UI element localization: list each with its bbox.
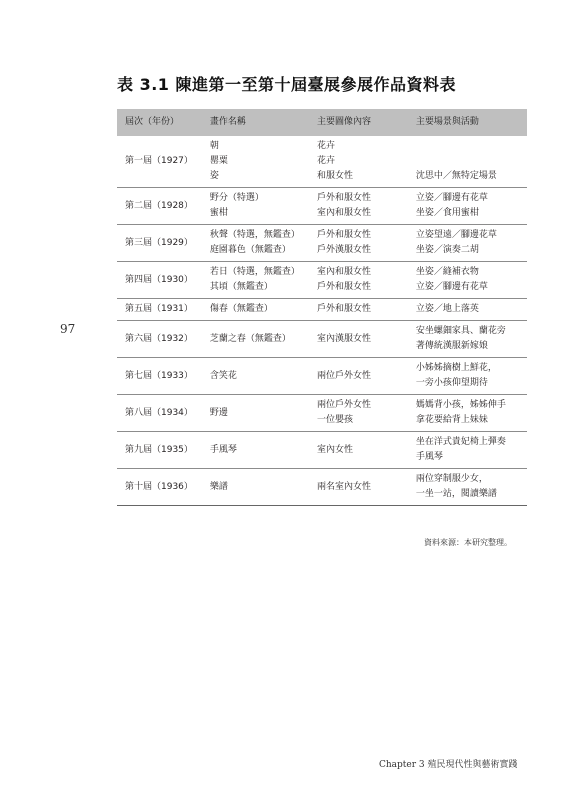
header-session: 屆次（年份） <box>125 117 180 127</box>
header-title: 畫作名稱 <box>209 117 246 127</box>
image-content: 室內女性 <box>316 444 353 455</box>
scene-activity <box>416 139 527 154</box>
page-title: 表 3.1 陳進第一至第十屆臺展參展作品資料表 <box>117 75 456 94</box>
artwork-title-cell <box>210 225 317 262</box>
session-cell: 第五屆（1931） <box>117 299 210 321</box>
image-content: 戶外漢服女性 <box>316 245 371 255</box>
scene-activity: 沈思中／無特定場景 <box>415 171 497 181</box>
image-content: 室內和服女性 <box>316 267 371 277</box>
artwork-title: 傷春（無鑑查） <box>209 304 273 314</box>
artwork-title: 若日（特選，無鑑查） <box>209 267 300 277</box>
artwork-title-cell <box>210 299 317 321</box>
image-content-cell <box>317 358 416 395</box>
image-content: 花卉 <box>316 156 335 166</box>
scene-activity: 立姿／地上落英 <box>415 304 479 314</box>
image-content: 兩位戶外女性 <box>316 370 371 381</box>
image-content-cell <box>317 136 416 188</box>
table-row <box>117 469 527 506</box>
artwork-title: 庭園暮色（無鑑查） <box>209 245 291 255</box>
artwork-title: 含笑花 <box>209 370 237 381</box>
artwork-title-cell <box>210 432 317 469</box>
artwork-title: 樂譜 <box>209 481 228 492</box>
image-content: 戶外和服女性 <box>316 304 371 314</box>
image-content: 一位嬰孩 <box>316 415 353 425</box>
scene-activity-cell <box>416 299 527 321</box>
artwork-title-cell <box>210 188 317 225</box>
session-cell: 第七屆（1933） <box>117 358 210 395</box>
artwork-title-cell <box>210 469 317 506</box>
scene-activity: 坐姿／縫補衣物 <box>415 267 479 277</box>
scene-activity: 手風琴 <box>415 452 443 462</box>
artwork-title: 秋聲（特選，無鑑查） <box>209 230 300 240</box>
table-row <box>117 358 527 395</box>
image-content: 戶外和服女性 <box>316 193 371 203</box>
scene-activity-cell <box>416 395 527 432</box>
session-cell: 第六屆（1932） <box>117 321 210 358</box>
scene-activity <box>416 154 527 169</box>
artwork-title: 野分（特選） <box>209 193 264 203</box>
scene-activity: 一坐一站，閱讀樂譜 <box>415 489 497 499</box>
image-content-cell <box>317 432 416 469</box>
scene-activity-cell <box>416 262 527 299</box>
scene-activity: 一旁小孩仰望期待 <box>415 378 488 388</box>
session-cell: 第八屆（1934） <box>117 395 210 432</box>
scene-activity: 媽媽背小孩，姊姊伸手 <box>415 400 506 410</box>
table-row <box>117 262 527 299</box>
session-cell: 第四屆（1930） <box>117 262 210 299</box>
session-cell: 第十屆（1936） <box>117 469 210 506</box>
image-content: 兩位戶外女性 <box>316 400 371 410</box>
artwork-title: 蜜柑 <box>209 208 228 218</box>
image-content-cell <box>317 225 416 262</box>
scene-activity-cell <box>416 358 527 395</box>
image-content-cell <box>317 262 416 299</box>
scene-activity-cell <box>416 432 527 469</box>
image-content-cell <box>317 469 416 506</box>
scene-activity: 拿花要給背上妹妹 <box>415 415 488 425</box>
scene-activity-cell <box>416 136 527 188</box>
scene-activity-cell <box>416 225 527 262</box>
header-image-content: 主要圖像內容 <box>316 117 371 127</box>
scene-activity: 小姊姊摘樹上鮮花， <box>415 363 497 373</box>
artwork-title: 野邊 <box>209 407 228 418</box>
scene-activity: 安坐螺鈿家具、蘭花旁 <box>415 326 506 336</box>
table-row <box>117 136 527 188</box>
scene-activity-cell <box>416 188 527 225</box>
page-number: 97 <box>60 322 76 336</box>
artwork-title-cell <box>210 358 317 395</box>
artwork-title: 其頃（無鑑查） <box>209 282 273 292</box>
artwork-title: 朝 <box>209 141 219 151</box>
image-content-cell <box>317 395 416 432</box>
artwork-title: 姿 <box>209 171 219 181</box>
table-row <box>117 299 527 321</box>
session-cell: 第九屆（1935） <box>117 432 210 469</box>
image-content: 戶外和服女性 <box>316 282 371 292</box>
scene-activity: 坐姿／演奏二胡 <box>415 245 479 255</box>
scene-activity-cell <box>416 321 527 358</box>
header-scene-activity: 主要場景與活動 <box>415 117 479 127</box>
session-cell: 第一屆（1927） <box>117 136 210 188</box>
scene-activity: 立姿望遠／腳邊花草 <box>415 230 497 240</box>
image-content: 兩名室內女性 <box>316 481 371 492</box>
image-content: 花卉 <box>316 141 335 151</box>
image-content-cell <box>317 321 416 358</box>
artwork-title: 手風琴 <box>209 444 237 455</box>
image-content: 室內漢服女性 <box>316 333 371 344</box>
artwork-title-cell <box>210 136 317 188</box>
table-header-row <box>117 109 527 136</box>
artwork-title: 罌粟 <box>209 156 228 166</box>
table-row <box>117 395 527 432</box>
scene-activity-cell <box>416 469 527 506</box>
artwork-title-cell <box>210 395 317 432</box>
image-content-cell <box>317 188 416 225</box>
image-content: 和服女性 <box>316 171 353 181</box>
scene-activity: 著傳統漢服新嫁娘 <box>415 341 488 351</box>
scene-activity: 坐姿／食用蜜柑 <box>415 208 479 218</box>
image-content-cell <box>317 299 416 321</box>
image-content: 室內和服女性 <box>316 208 371 218</box>
scene-activity: 兩位穿制服少女， <box>415 474 488 484</box>
table-body <box>117 136 527 506</box>
table-row <box>117 432 527 469</box>
scene-activity: 立姿／腳邊有花草 <box>415 193 488 203</box>
table-row <box>117 225 527 262</box>
artwork-title-cell <box>210 321 317 358</box>
table-row <box>117 321 527 358</box>
source-note: 資料來源：本研究整理。 <box>424 538 512 547</box>
scene-activity: 立姿／腳邊有花草 <box>415 282 488 292</box>
artwork-title-cell <box>210 262 317 299</box>
running-footer: Chapter 3 殖民現代性與藝術實踐 <box>379 760 518 770</box>
session-cell: 第二屆（1928） <box>117 188 210 225</box>
table-row <box>117 188 527 225</box>
exhibition-works-table <box>117 109 527 506</box>
session-cell: 第三屆（1929） <box>117 225 210 262</box>
scene-activity: 坐在洋式貴妃椅上彈奏 <box>415 437 506 447</box>
artwork-title: 芝蘭之春（無鑑查） <box>209 333 291 344</box>
image-content: 戶外和服女性 <box>316 230 371 240</box>
